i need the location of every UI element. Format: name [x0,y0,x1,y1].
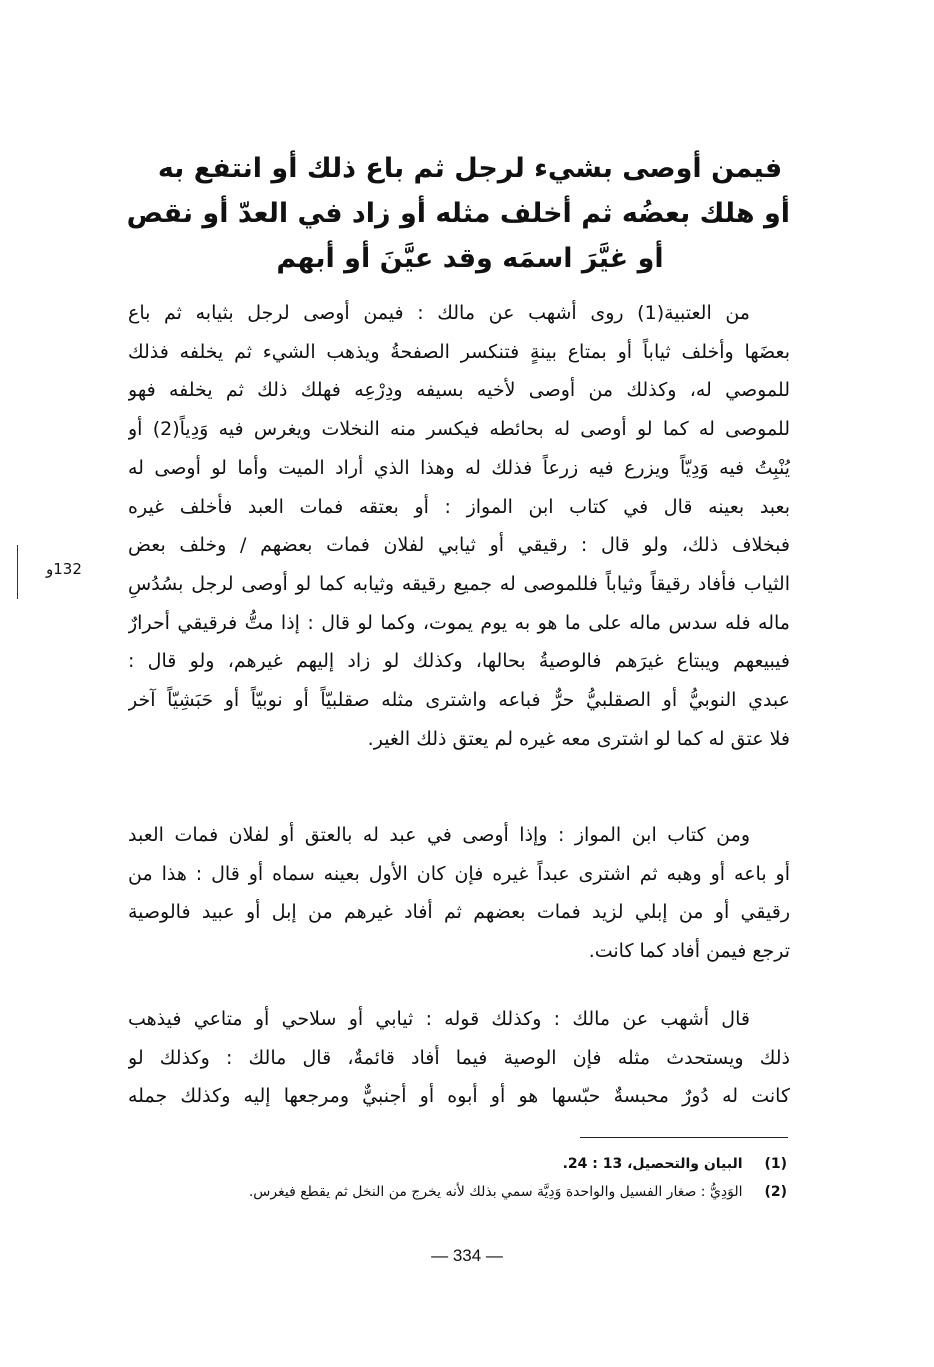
text-line: كانت له دُورٌ محبسةٌ حبّسها هو أو أبوه أو أجنبيٌّ ومرجعها إليه وكذلك جمله [128,1085,790,1108]
page-number: — 334 — [431,1246,503,1265]
manuscript-folio-note: 132و [46,560,82,578]
paragraph-3 [128,1000,790,1116]
text-line: أو باعه أو وهبه ثم اشترى عبداً غيره فإن كان الأول بعينه سماه أو قال : هذا من [128,862,790,885]
text-line: بعبد بعينه قال في كتاب ابن المواز : أو بعتقه فمات العبد فأخلف غيره [128,495,790,518]
text-line: للموصى له كما لو أوصى له بحائطه فيكسر منه النخلات ويغرس فيه وَدِياً(2) أو [128,418,790,441]
title-line: أو هلك بعضُه ثم أخلف مثله أو زاد في العدّ أو نقص [126,198,790,229]
footnote-text: البيان والتحصيل، 13 : 24. [562,1156,743,1172]
footnote-2 [150,1178,787,1206]
text-line: ومن كتاب ابن المواز : وإذا أوصى في عبد له بالعتق أو لفلان فمات العبد [128,824,750,846]
footnote-number: (2) [764,1184,787,1200]
margin-marker-rule [17,545,18,599]
footnote-number: (1) [764,1156,787,1172]
text-line: رقيقي أو من إبلي لزيد فمات بعضهم ثم أفاد غيرهم من إبل أو عبيد فالوصية [128,901,790,924]
text-line: الثياب فأفاد رقيقاً وثياباً فللموصى له جميع رقيقه وثيابه كما لو أوصى لرجل بسُدُسِ [128,572,790,595]
paragraph-2 [128,816,790,971]
chapter-title [126,146,790,281]
text-line: فيبيعهم ويبتاع غيرَهم فالوصيةُ بحالها، وكذلك لو زاد إليهم غيرهم، ولو قال : [128,650,790,673]
text-line: فبخلاف ذلك، ولو قال : رقيقي أو ثيابي لفلان فمات بعضهم / وخلف بعض [128,534,790,557]
title-line: فيمن أوصى بشيء لرجل ثم باع ذلك أو انتفع به [157,153,783,184]
text-line: من العتبية(1) روى أشهب عن مالك : فيمن أوصى لرجل بثيابه ثم باع [128,302,750,324]
footnote-divider [580,1137,788,1138]
text-line: قال أشهب عن مالك : وكذلك قوله : ثيابي أو سلاحي أو متاعي فيذهب [128,1008,750,1030]
footnotes [150,1150,787,1206]
text-line: يُنْبِتُ فيه وَدِيّاً ويزرع فيه زرعاً فذلك له وهذا الذي أراد الميت وأما لو أوصى له [128,456,790,479]
paragraph-1 [128,294,790,758]
text-line: للموصي له، وكذلك من أوصى لأخيه بسيفه ودِرْعِه فهلك ذلك ثم يخلفه فهو [128,379,790,402]
text-line: ترجع فيمن أفاد كما كانت. [588,940,790,963]
text-line: بعضَها وأخلف ثياباً أو بمتاع بينةٍ فتنكسر الصفحةُ ويذهب الشيء ثم يخلفه فذلك [128,340,790,363]
text-line: ماله فله سدس ماله على ما هو به يوم يموت، وكما لو قال : إذا متُّ فرقيقي أحرارٌ [128,611,790,634]
text-line: عبدي النوبيُّ أو الصقلبيُّ حرٌّ فباعه واشترى مثله صقلبيّاً أو نوبيّاً أو حَبَشِيّاً آخر [128,689,790,712]
footnote-text: الوَدِيُّ : صغار الفسيل والواحدة وَدِيَّة سمي بذلك لأنه يخرج من النخل ثم يقطع فيغرس. [248,1184,743,1200]
footnote-1 [150,1150,787,1178]
text-line: ذلك ويستحدث مثله فإن الوصية فيما أفاد قائمةٌ، قال مالك : وكذلك لو [128,1046,790,1069]
text-line: فلا عتق له كما لو اشترى معه غيره لم يعتق ذلك الغير. [367,727,790,750]
title-line: أو غيَّرَ اسمَه وقد عيَّنَ أو أبهم [276,243,664,274]
